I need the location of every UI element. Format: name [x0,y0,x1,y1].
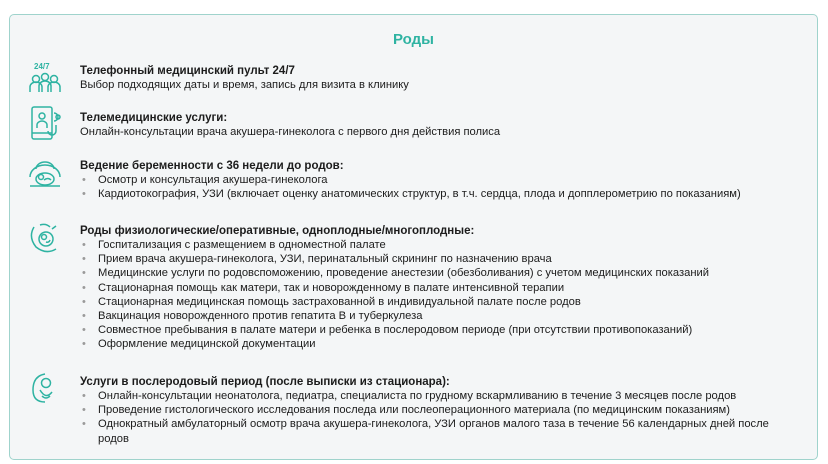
list-item: • Однократный амбулаторный осмотр врача акушера-гинеколога, УЗИ органов малого таза в течение 56 календарных дней после родов [80,417,798,445]
baby-delivery-icon [26,221,64,257]
list-item: • Совместное пребывания в палате матери и ребенка в послеродовом периоде (при отсутствии противопоказаний) [80,323,811,337]
list-item: • Прием врача акушера-гинеколога, УЗИ, перинатальный скрининг по назначению врача [80,252,811,266]
list-item: • Осмотр и консультация акушера-гинеколога [80,173,811,187]
section-list [80,173,811,201]
section-heading: Услуги в послеродовый период (после выписки из стационара): [80,376,450,388]
services-card [9,14,818,460]
card-title: Роды [393,31,434,48]
pregnancy-ultrasound-icon [26,155,64,191]
section-heading: Ведение беременности с 36 недели до родов: [80,160,344,172]
section-heading: Телемедицинские услуги: [80,112,228,124]
postpartum-baby-icon [26,370,64,406]
list-item: • Стационарная помощь как матери, так и новорожденному в палате интенсивной терапии [80,281,811,295]
24-7-badge: 24/7 [34,62,50,71]
section-list [80,389,811,446]
section-heading: Роды физиологические/оперативные, одноплодные/многоплодные: [80,225,475,237]
section-list [80,238,811,352]
list-item: • Медицинские услуги по родовспоможению, проведение анестезии (обезболивания) с учетом медицинских показаний [80,266,811,280]
list-item: • Госпитализация с размещением в одноместной палате [80,238,811,252]
list-item: • Кардиотокография, УЗИ (включает оценку анатомических структур, в т.ч. сердца, плода и допплерометрию по показаниям) [80,187,811,201]
24-7-team-icon [26,61,64,97]
list-item: • Вакцинация новорожденного против гепатита В и туберкулеза [80,309,811,323]
list-item: • Онлайн-консультации неонатолога, педиатра, специалиста по грудному вскармливанию в течение 3 месяцев после родов [80,389,811,403]
section-description: Выбор подходящих даты и время, запись для визита в клинику [80,79,409,91]
telemedicine-icon [26,105,64,141]
section-heading: Телефонный медицинский пульт 24/7 [80,65,295,77]
list-item: • Проведение гистологического исследования последа или послеоперационного материала (по медицинским показаниям) [80,403,811,417]
list-item: • Стационарная медицинская помощь застрахованной в индивидуальной палате после родов [80,295,811,309]
list-item: • Оформление медицинской документации [80,337,811,351]
section-description: Онлайн-консультации врача акушера-гинеколога с первого дня действия полиса [80,126,501,138]
